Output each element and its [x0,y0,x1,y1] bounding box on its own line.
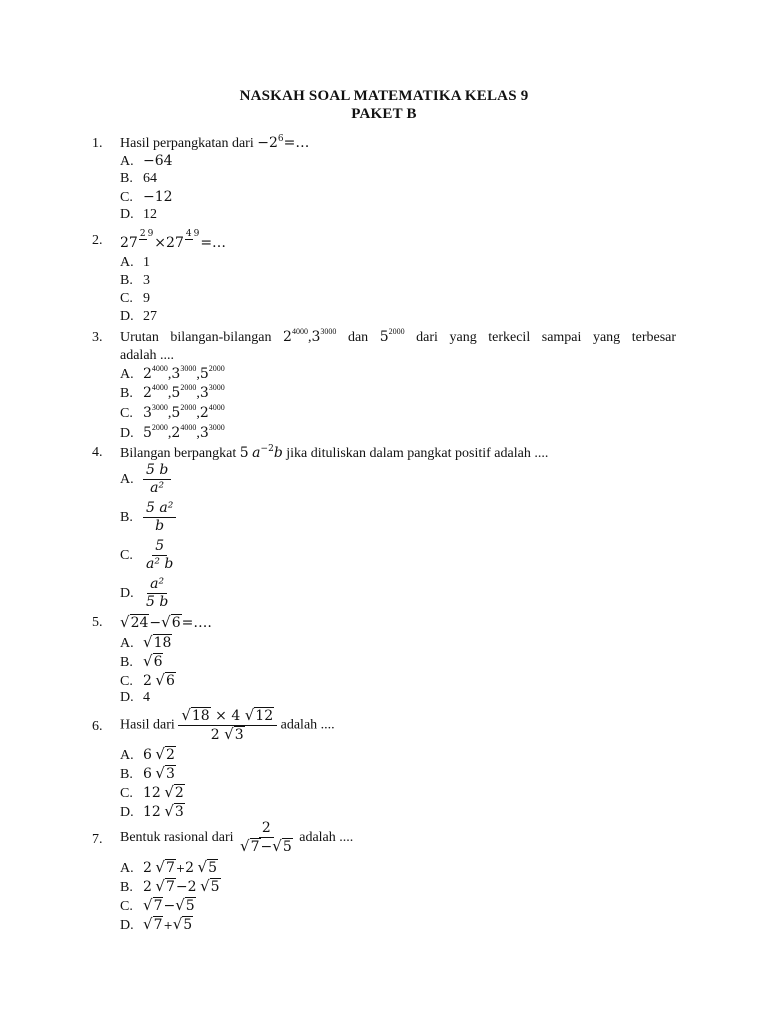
radical-sign: √ [200,877,210,895]
option-d [120,690,150,706]
fraction-numerator [178,707,277,726]
question-text: Bentuk rasional dari [120,830,234,846]
expr-coefficient: 5 [239,445,249,461]
radicand: 7 [165,860,175,876]
radicand: 5 [183,917,193,933]
square-root [161,613,181,633]
option-label: A. [120,861,134,876]
option-a [120,255,150,271]
option-label: B. [120,386,133,401]
radicand: 6 [171,615,181,631]
option-label: C. [120,674,133,689]
option-fraction [143,538,176,573]
radical-sign: √ [155,858,165,876]
coefficient: 6 [143,766,152,782]
question-text: jika dituliskan dalam pangkat positif adalah .... [286,446,549,461]
question-stem [120,134,676,153]
radical-sign: √ [197,858,208,876]
option-label: C. [120,547,133,563]
expr-fraction-exponent [185,229,200,239]
radical-sign: √ [143,633,153,651]
radical-sign: √ [155,745,165,763]
power-base: 2 [143,385,152,401]
option-label: B. [120,655,133,670]
option-label: B. [120,273,133,288]
square-root [155,671,175,690]
power-base: 3 [143,405,152,421]
option-c [120,783,185,802]
square-root [143,633,172,652]
power-exponent: 3000 [208,423,225,432]
radicand: 7 [153,917,163,933]
power-base: 5 [143,425,152,441]
question-text: Bilangan berpangkat [120,446,237,461]
question-number: 6. [92,719,103,734]
expr-base: 27 [166,235,184,251]
square-root [272,838,292,856]
question-text: Urutan bilangan-bilangan [120,330,272,345]
times-sign: × [215,708,227,724]
radicand: 3 [234,727,244,743]
radical-sign: √ [143,896,153,914]
expr-variable: b [273,445,283,461]
option-value: 1 [143,255,150,270]
fraction-denominator: 9 [147,228,154,239]
radicand: 5 [208,860,218,876]
radical-sign: √ [164,783,174,801]
question-number: 7. [92,832,103,847]
option-a: A. $2^{4000},3^{3000},5^{2000}$ [120,364,225,382]
fraction-numerator: 5 b [143,462,171,480]
expr-exponent: 6 [277,134,284,144]
power-exponent: 4000 [180,423,197,432]
power-exponent: 2000 [388,327,405,336]
square-root [143,896,163,915]
radical-sign: √ [244,706,255,724]
option-label: A. [120,154,134,169]
option-label: D. [120,309,134,324]
fraction-denominator: 5 b [146,594,169,610]
question-text: adalah .... [280,717,335,733]
option-fraction [143,500,176,535]
question-stem [120,444,676,463]
option-label: C. [120,786,133,801]
square-root [245,707,274,725]
option-d [120,915,193,934]
operator: − [163,898,176,914]
radicand: 18 [153,635,172,651]
radical-sign: √ [175,896,185,914]
option-b: B. $2^{4000},5^{2000},3^{3000}$ [120,383,225,401]
power-exponent: 4000 [208,403,225,412]
coefficient: 2 [187,879,197,895]
option-value: −64 [143,153,173,169]
question-number: 1. [92,136,103,151]
power-base: 3 [311,329,321,345]
operator: + [175,862,186,875]
question-number: 2. [92,233,103,248]
option-b [120,877,221,896]
power-base: 2 [283,329,292,345]
option-label: A. [120,367,134,382]
option-d [120,207,157,223]
option-label: B. [120,171,133,186]
option-label: A. [120,636,134,651]
radical-sign: √ [155,764,165,782]
option-d [120,802,185,821]
power-base: 5 [171,385,181,401]
power-exponent: 4000 [151,364,168,373]
fraction-numerator: 5 [152,538,167,556]
power-base: 2 [171,425,181,441]
power-exponent: 2000 [208,364,225,373]
question-stem [120,613,676,633]
radical-sign: √ [181,706,191,724]
radical-sign: √ [143,652,153,670]
radical-sign: √ [272,837,282,855]
expr-variable: a [252,445,261,461]
operator: + [163,919,173,932]
question-text: adalah .... [120,348,175,363]
option-b [120,273,150,289]
fraction-numerator: 2 [259,820,274,838]
question-number: 3. [92,330,103,345]
radical-sign: √ [155,671,165,689]
option-d [120,309,157,325]
option-label: C. [120,899,133,914]
option-label: C. [120,291,133,306]
power-exponent: 3000 [320,327,337,336]
radicand: 12 [255,708,274,724]
option-d: D. $5^{2000},2^{4000},3^{3000}$ [120,423,225,441]
fraction-numerator: 4 [185,228,192,239]
option-label: D. [120,585,134,601]
radicand: 6 [165,673,175,689]
operator: − [175,879,188,895]
fraction-numerator: 5 a² [143,500,176,518]
radical-sign: √ [240,837,250,855]
square-root [120,613,149,633]
question-text: Hasil perpangkatan dari [120,136,254,151]
square-root [181,707,210,725]
question-text: Hasil dari [120,717,175,733]
option-label: B. [120,509,133,525]
coefficient: 2 [143,860,152,876]
radicand: 7 [165,879,175,895]
power-base: 2 [143,366,152,382]
radicand: 5 [282,839,292,855]
option-c [120,896,196,915]
option-d [120,576,171,611]
square-root [143,915,163,934]
power-base: 5 [199,366,209,382]
radicand: 2 [165,747,175,763]
coefficient: 12 [143,804,161,820]
expr-fraction [237,820,296,856]
power-exponent: 4000 [151,383,168,392]
power-base: 2 [199,405,209,421]
option-a [120,462,171,497]
question-number: 4. [92,445,103,460]
question-stem: Urutan bilangan-bilangan $2^{4000},3^{3000}$ dan $5^{2000}$ dari yang terkecil sampai yang terbesar [120,327,677,345]
radicand: 6 [153,654,163,670]
radicand: 3 [174,804,184,820]
times-sign: × [154,235,167,251]
option-value: 9 [143,291,150,306]
square-root [155,858,175,877]
power-base: 3 [199,385,209,401]
option-b [120,764,176,783]
square-root [240,838,260,856]
option-label: A. [120,471,134,487]
question-text: adalah .... [299,830,354,846]
expr-base: −2 [257,135,278,151]
option-label: D. [120,918,134,933]
square-root [155,764,175,783]
option-c [120,538,176,573]
radicand: 3 [165,766,175,782]
question-number: 5. [92,615,103,630]
page-title: NASKAH SOAL MATEMATIKA KELAS 9 [239,88,529,104]
power-exponent: 2000 [151,423,168,432]
minus-sign: − [260,839,273,855]
radicand: 7 [250,839,260,855]
power-base: 5 [171,405,181,421]
fraction-numerator: 2 [139,228,146,239]
option-label: D. [120,207,134,222]
option-label: C. [120,406,133,421]
option-label: B. [120,880,133,895]
radical-sign: √ [120,613,130,631]
question-stem [120,820,676,856]
square-root [200,877,220,896]
option-b [120,171,157,187]
question-stem [120,228,676,253]
power-exponent: 2000 [180,383,197,392]
radicand: 7 [153,898,163,914]
expr-tail: =… [200,235,227,251]
square-root [175,896,195,915]
coefficient: 2 [143,673,152,689]
question-text: dan [347,330,369,345]
option-value: 27 [143,309,157,324]
option-label: A. [120,748,134,763]
option-c [120,671,176,690]
power-base: 3 [199,425,209,441]
radical-sign: √ [172,915,183,933]
option-a [120,745,176,764]
option-b [120,652,163,671]
option-label: D. [120,690,134,705]
option-value: −12 [143,189,173,205]
power-exponent: 2000 [180,403,197,412]
radical-sign: √ [143,915,153,933]
option-value: 64 [143,171,157,186]
power-base: 5 [379,329,389,345]
question-text: dari yang terkecil sampai yang terbesar [416,330,677,345]
option-a [120,633,172,652]
radical-sign: √ [224,725,234,743]
fraction-denominator [237,838,296,856]
expr-exponent: −2 [260,444,274,454]
radical-sign: √ [161,613,171,631]
expr-fraction [178,707,277,744]
power-exponent: 4000 [291,327,308,336]
coefficient: 2 [185,860,195,876]
power-exponent: 3000 [208,383,225,392]
option-a [120,858,218,877]
expr-tail: =…. [181,615,212,631]
square-root [198,858,218,877]
question-stem [120,707,676,744]
expr-tail: =… [283,135,310,151]
coefficient: 4 [231,708,241,724]
coefficient: 2 [143,879,152,895]
power-exponent: 3000 [180,364,197,373]
fraction-numerator: a² [147,576,167,594]
fraction-denominator: b [155,518,165,534]
power-base: 3 [171,366,181,382]
fraction-denominator [208,726,248,744]
option-c [120,189,173,206]
radicand: 2 [174,785,184,801]
radicand: 18 [191,708,210,724]
option-label: A. [120,255,134,270]
expr-fraction-exponent [139,229,154,239]
square-root [143,652,163,671]
square-root [164,783,184,802]
option-fraction [143,462,171,497]
fraction-denominator: a² [150,480,165,496]
coefficient: 2 [210,727,220,743]
square-root [155,745,175,764]
fraction-denominator: a² b [146,556,174,572]
coefficient: 12 [143,785,161,801]
option-label: D. [120,426,134,441]
radicand: 5 [210,879,220,895]
radical-sign: √ [164,802,174,820]
expr-base: 27 [120,235,138,251]
option-value: 3 [143,273,150,288]
minus-sign: − [149,615,162,631]
coefficient: 6 [143,747,152,763]
question-stem-continued [120,347,676,365]
option-value: 12 [143,207,157,222]
page-subtitle: PAKET B [351,106,417,122]
option-a [120,153,173,170]
radical-sign: √ [155,877,165,895]
option-b [120,500,176,535]
option-label: B. [120,767,133,782]
power-exponent: 3000 [151,403,168,412]
option-c [120,291,150,307]
square-root [173,915,193,934]
fraction-denominator: 9 [193,228,200,239]
option-label: D. [120,805,134,820]
square-root [155,877,175,896]
option-fraction [143,576,171,611]
option-c: C. $3^{3000},5^{2000},2^{4000}$ [120,403,225,421]
radicand: 5 [185,898,195,914]
square-root [224,726,244,744]
option-label: C. [120,190,133,205]
radicand: 24 [130,615,149,631]
square-root [164,802,184,821]
option-value: 4 [143,690,150,705]
